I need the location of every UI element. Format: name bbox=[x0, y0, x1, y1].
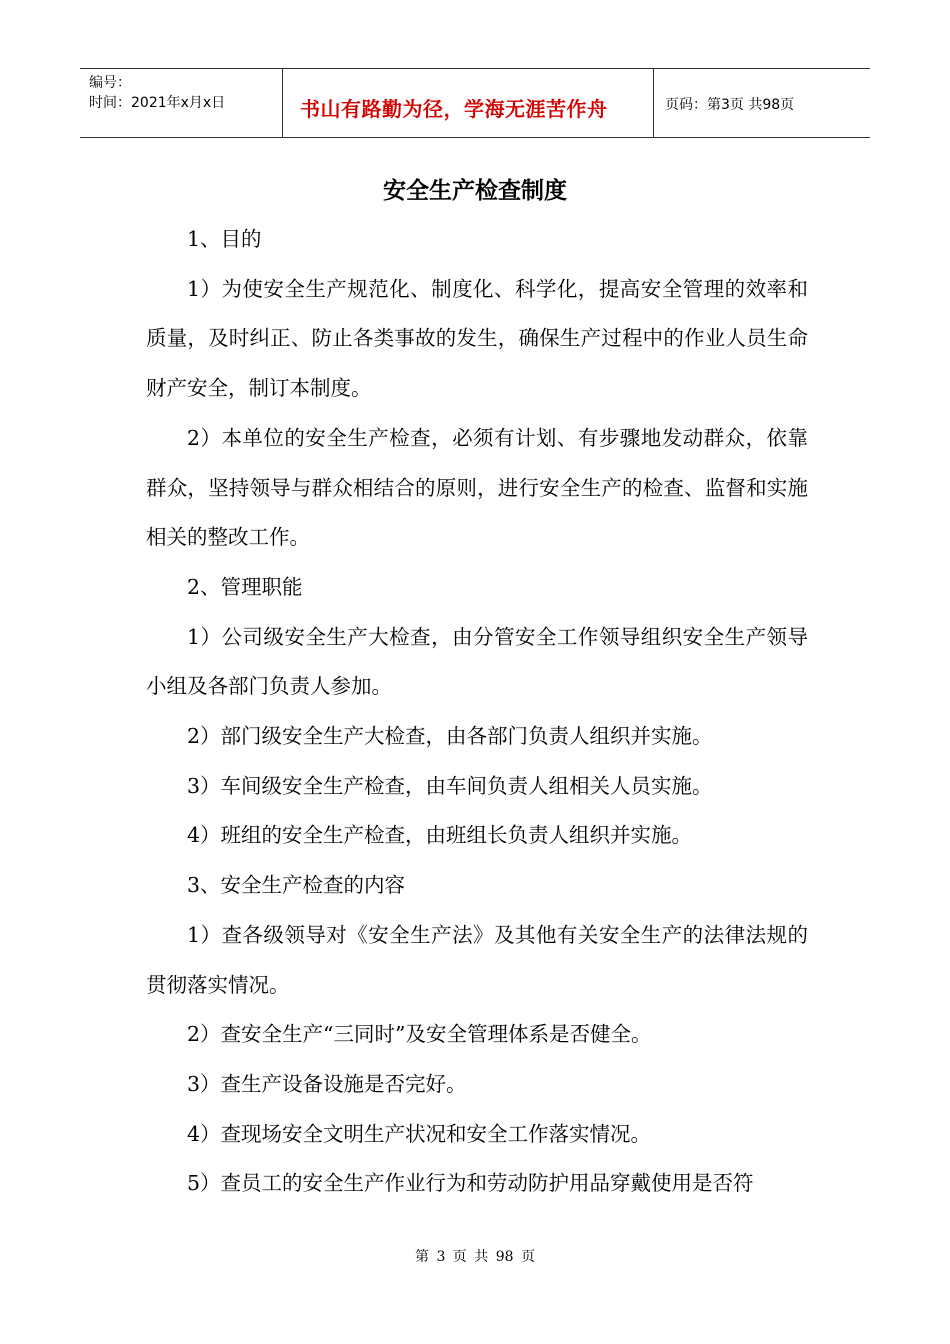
header-page-number: 页码：第3页 共98页 bbox=[665, 97, 795, 113]
paragraph: 1、目的 bbox=[187, 227, 262, 251]
paragraph: 3、安全生产检查的内容 bbox=[187, 873, 406, 898]
header-motto: 书山有路勤为径，学海无涯苦作舟 bbox=[300, 97, 608, 121]
paragraph: 4）班组的安全生产检查，由班组长负责人组织并实施。 bbox=[187, 823, 693, 848]
document-body bbox=[146, 215, 808, 1209]
paragraph: 2）查安全生产“三同时”及安全管理体系是否健全。 bbox=[187, 1022, 652, 1047]
header-page-cell bbox=[654, 69, 870, 137]
document-title: 安全生产检查制度 bbox=[383, 178, 567, 204]
paragraph: 2）本单位的安全生产检查，必须有计划、有步骤地发动群众，依靠群众，坚持领导与群众相结合的原则，进行安全生产的检查、监督和实施相关的整改工作。 bbox=[146, 425, 808, 550]
paragraph: 4）查现场安全文明生产状况和安全工作落实情况。 bbox=[187, 1121, 652, 1146]
paragraph: 1）查各级领导对《安全生产法》及其他有关安全生产的法律法规的贯彻落实情况。 bbox=[146, 922, 808, 997]
paragraph: 2、管理职能 bbox=[187, 574, 303, 599]
paragraph: 1）公司级安全生产大检查，由分管安全工作领导组织安全生产领导小组及各部门负责人参加。 bbox=[146, 624, 808, 699]
paragraph: 3）查生产设备设施是否完好。 bbox=[187, 1071, 467, 1096]
paragraph: 2）部门级安全生产大检查，由各部门负责人组织并实施。 bbox=[187, 724, 713, 749]
paragraph: 1）为使安全生产规范化、制度化、科学化，提高安全管理的效率和质量，及时纠正、防止各类事故的发生，确保生产过程中的作业人员生命财产安全，制订本制度。 bbox=[146, 276, 808, 401]
page-header bbox=[80, 68, 870, 138]
header-meta-cell bbox=[80, 69, 283, 137]
paragraph: 5）查员工的安全生产作业行为和劳动防护用品穿戴使用是否符 bbox=[187, 1171, 754, 1196]
paragraph: 3）车间级安全生产检查，由车间负责人组相关人员实施。 bbox=[187, 773, 713, 798]
page-footer: 第 3 页 共 98 页 bbox=[415, 1249, 535, 1265]
document-time-label: 时间：2021年x月x日 bbox=[89, 95, 226, 111]
header-motto-cell bbox=[283, 69, 654, 137]
document-number-label: 编号： bbox=[89, 75, 131, 91]
